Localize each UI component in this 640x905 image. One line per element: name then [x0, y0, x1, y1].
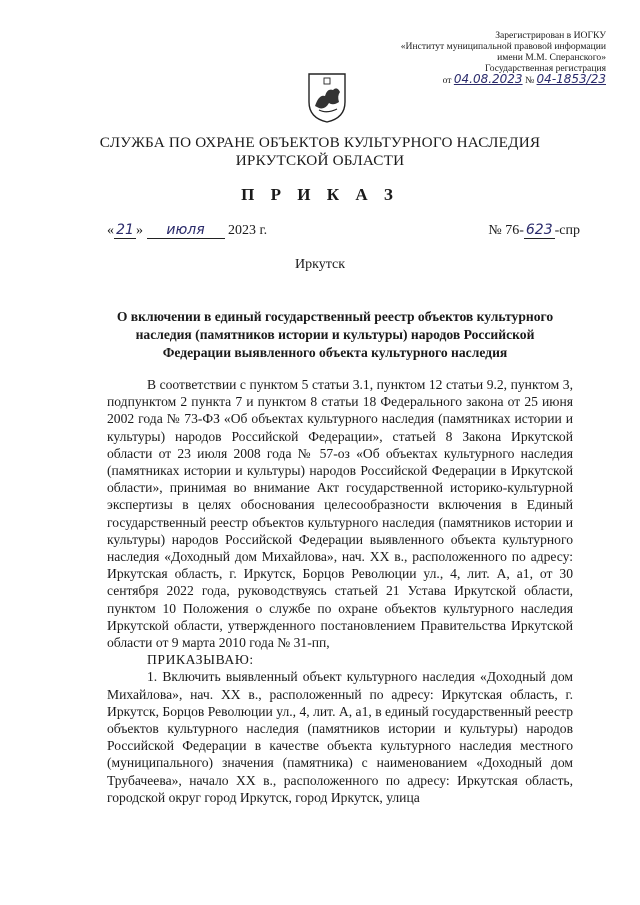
document-title: П Р И К А З [241, 185, 399, 204]
subject-line-1: О включении в единый государственный реестр объектов культурного [116, 309, 554, 324]
organization-line-1: СЛУЖБА ПО ОХРАНЕ ОБЪЕКТОВ КУЛЬТУРНОГО НАСЛЕДИЯ [99, 134, 541, 151]
order-date [107, 222, 267, 239]
registration-number: 04-1853/23 [536, 72, 606, 86]
date-month: июля [147, 222, 225, 239]
registration-line-4: Государственная регистрация [485, 63, 606, 74]
order-number [488, 222, 580, 239]
subject-line-2: наследия (памятников истории и культуры) народов Российской [135, 327, 535, 342]
registration-from-label: от [442, 75, 452, 86]
date-day: 21 [114, 222, 136, 239]
registration-line-1: Зарегистрирован в ИОГКУ [495, 30, 606, 41]
order-item-1: 1. Включить выявленный объект культурного наследия «Доходный дом Михайлова», нач. XX в., расположенный по адресу: Иркутская область, г. Иркутск, Борцов Революции ул., 4, лит. А, а1, в единый государственный реестр объектов культурного наследия (памятников истории и культуры) народов Российской Федерации в качестве объекта культурного наследия местного (муниципального) значения (памятника) с наименованием «Доходный дом Трубачеева», начало XX в., расположенного по адресу: Иркутская область, городской округ город Иркутск, город Иркутск, улица [107, 669, 573, 805]
order-number-prefix: № 76- [488, 223, 524, 238]
date-year: 2023 г. [228, 223, 268, 238]
coat-of-arms-icon [307, 72, 347, 124]
city: Иркутск [294, 257, 346, 272]
subject-line-3: Федерации выявленного объекта культурного наследия [162, 345, 508, 360]
date-open-quote: « [107, 223, 114, 238]
order-body [107, 376, 573, 806]
order-word: ПРИКАЗЫВАЮ: [147, 652, 254, 668]
registration-stamp [366, 30, 606, 86]
registration-line-3: имени М.М. Сперанского» [497, 52, 606, 63]
order-number-suffix: -спр [554, 223, 580, 238]
organization-line-2: ИРКУТСКОЙ ОБЛАСТИ [235, 152, 405, 169]
registration-no-label: № [524, 75, 535, 86]
registration-number-line [366, 74, 606, 86]
registration-line-2: «Институт муниципальной правовой информации [400, 41, 606, 52]
order-number-hand: 623 [525, 222, 553, 238]
preamble-paragraph: В соответствии с пунктом 5 статьи 3.1, пунктом 12 статьи 9.2, пунктом 3, подпунктом 2 пункта 7 и пунктом 8 статьи 18 Федерального закона от 25 июня 2002 года № 73-ФЗ «Об объектах культурного наследия (памятниках истории и культуры) народов Российской Федерации», статьей 8 Закона Иркутской области от 23 июля 2008 года № 57-оз «Об объектах культурного наследия (памятниках истории и культуры) народов Российской Федерации в Иркутской области», принимая во внимание Акт государственной историко-культурной экспертизы в целях обоснования целесообразности включения в Единый государственный реестр объектов культурного наследия (памятников истории и культуры) народов Российской Федерации выявленного объекта культурного наследия «Доходный дом Михайлова», нач. XX в., расположенного по адресу: Иркутская область, г. Иркутск, Борцов Революции ул., 4, лит. А, а1, от 30 сентября 2022 года, руководствуясь статьей 21 Устава Иркутской области, пунктом 10 Положения о службе по охране объектов культурного наследия Иркутской области, утвержденного постановлением Правительства Иркутской области от 9 марта 2010 года № 31-пп, [107, 377, 573, 651]
date-close-quote: » [136, 223, 143, 238]
order-subject [100, 308, 570, 362]
registration-date: 04.08.2023 [453, 72, 523, 86]
organization-name [0, 134, 640, 170]
